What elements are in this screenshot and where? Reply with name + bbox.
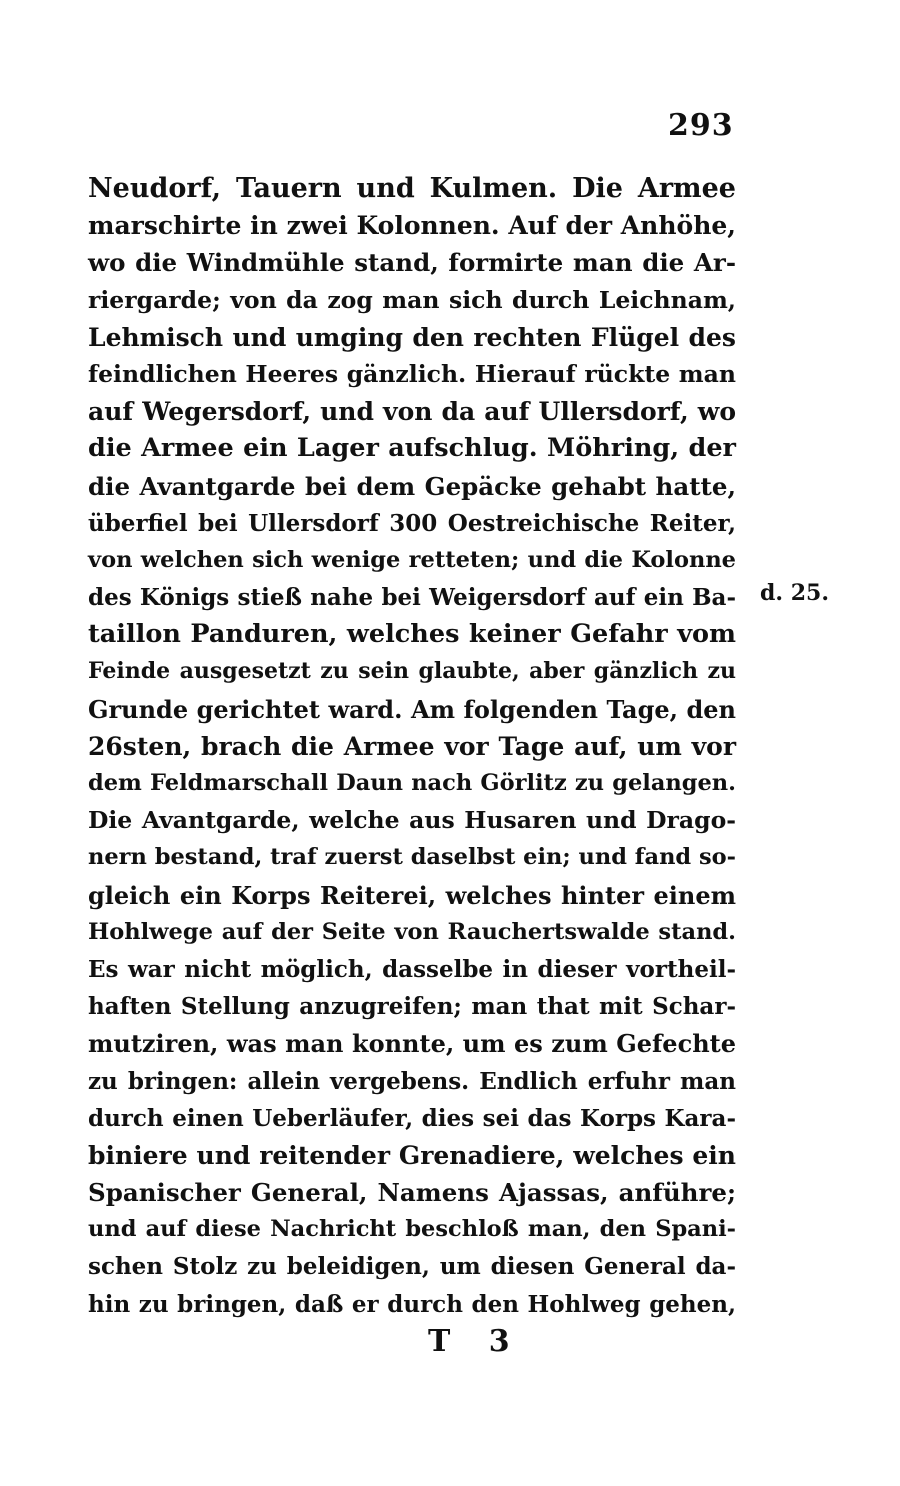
text-line: taillon Panduren, welches keiner Gefahr vom xyxy=(88,619,736,650)
text-line: Es war nicht möglich, dasselbe in dieser vortheil- xyxy=(88,955,736,983)
text-line: Lehmisch und umging den rechten Flügel des xyxy=(88,322,736,352)
text-line: mutziren, was man konnte, um es zum Gefechte xyxy=(88,1029,736,1059)
text-line: feindlichen Heeres gänzlich. Hierauf rückte man xyxy=(88,359,736,388)
text-line: Neudorf, Tauern und Kulmen. Die Armee xyxy=(88,173,736,204)
text-line: riergarde; von da zog man sich durch Leichnam, xyxy=(88,285,736,314)
text-line: die Avantgarde bei dem Gepäcke gehabt hatte, xyxy=(88,471,736,501)
text-line: auf Wegersdorf, und von da auf Ullersdorf, wo xyxy=(88,397,736,427)
text-line: Die Avantgarde, welche aus Husaren und Drago- xyxy=(88,806,736,835)
text-line: marschirte in zwei Kolonnen. Auf der Anhöhe, xyxy=(88,211,736,241)
text-line: von welchen sich wenige retteten; und die Kolonne xyxy=(88,546,736,573)
text-line: dem Feldmarschall Daun nach Görlitz zu gelangen. xyxy=(88,770,736,796)
text-line: Feinde ausgesetzt zu sein glaubte, aber gänzlich zu xyxy=(88,658,736,685)
text-line: und auf diese Nachricht beschloß man, den Spani- xyxy=(88,1216,736,1243)
text-line: nern bestand, traf zuerst daselbst ein; und fand so- xyxy=(88,844,737,871)
text-line: 26sten, brach die Armee vor Tage auf, um vor xyxy=(88,731,736,761)
signature-mark: T 3 xyxy=(428,1324,524,1359)
text-line: hin zu bringen, daß er durch den Hohlweg gehen, xyxy=(88,1290,736,1318)
text-line: des Königs stieß nahe bei Weigersdorf auf ein Ba- xyxy=(88,584,736,612)
body-text xyxy=(88,170,736,1323)
text-line: überfiel bei Ullersdorf 300 Oestreichische Reiter, xyxy=(88,509,736,537)
margin-note: d. 25. xyxy=(760,580,829,606)
text-line: durch einen Ueberläufer, dies sei das Korps Kara- xyxy=(88,1104,736,1132)
text-line: haften Stellung anzugreifen; man that mit Schar- xyxy=(88,993,736,1021)
text-line: Grunde gerichtet ward. Am folgenden Tage, den xyxy=(88,694,736,724)
text-line: gleich ein Korps Reiterei, welches hinter einem xyxy=(88,880,736,910)
text-line: schen Stolz zu beleidigen, um diesen General da- xyxy=(88,1253,736,1281)
text-line: biniere und reitender Grenadiere, welches ein xyxy=(88,1140,736,1170)
text-line: Spanischer General, Namens Ajassas, anführe; xyxy=(88,1178,736,1208)
text-line: zu bringen: allein vergebens. Endlich erfuhr man xyxy=(88,1067,736,1095)
page-number: 293 xyxy=(668,108,734,143)
text-line: Hohlwege auf der Seite von Rauchertswalde stand. xyxy=(88,918,736,945)
text-line: die Armee ein Lager aufschlug. Möhring, der xyxy=(88,433,736,464)
text-line: wo die Windmühle stand, formirte man die Ar- xyxy=(88,248,736,278)
